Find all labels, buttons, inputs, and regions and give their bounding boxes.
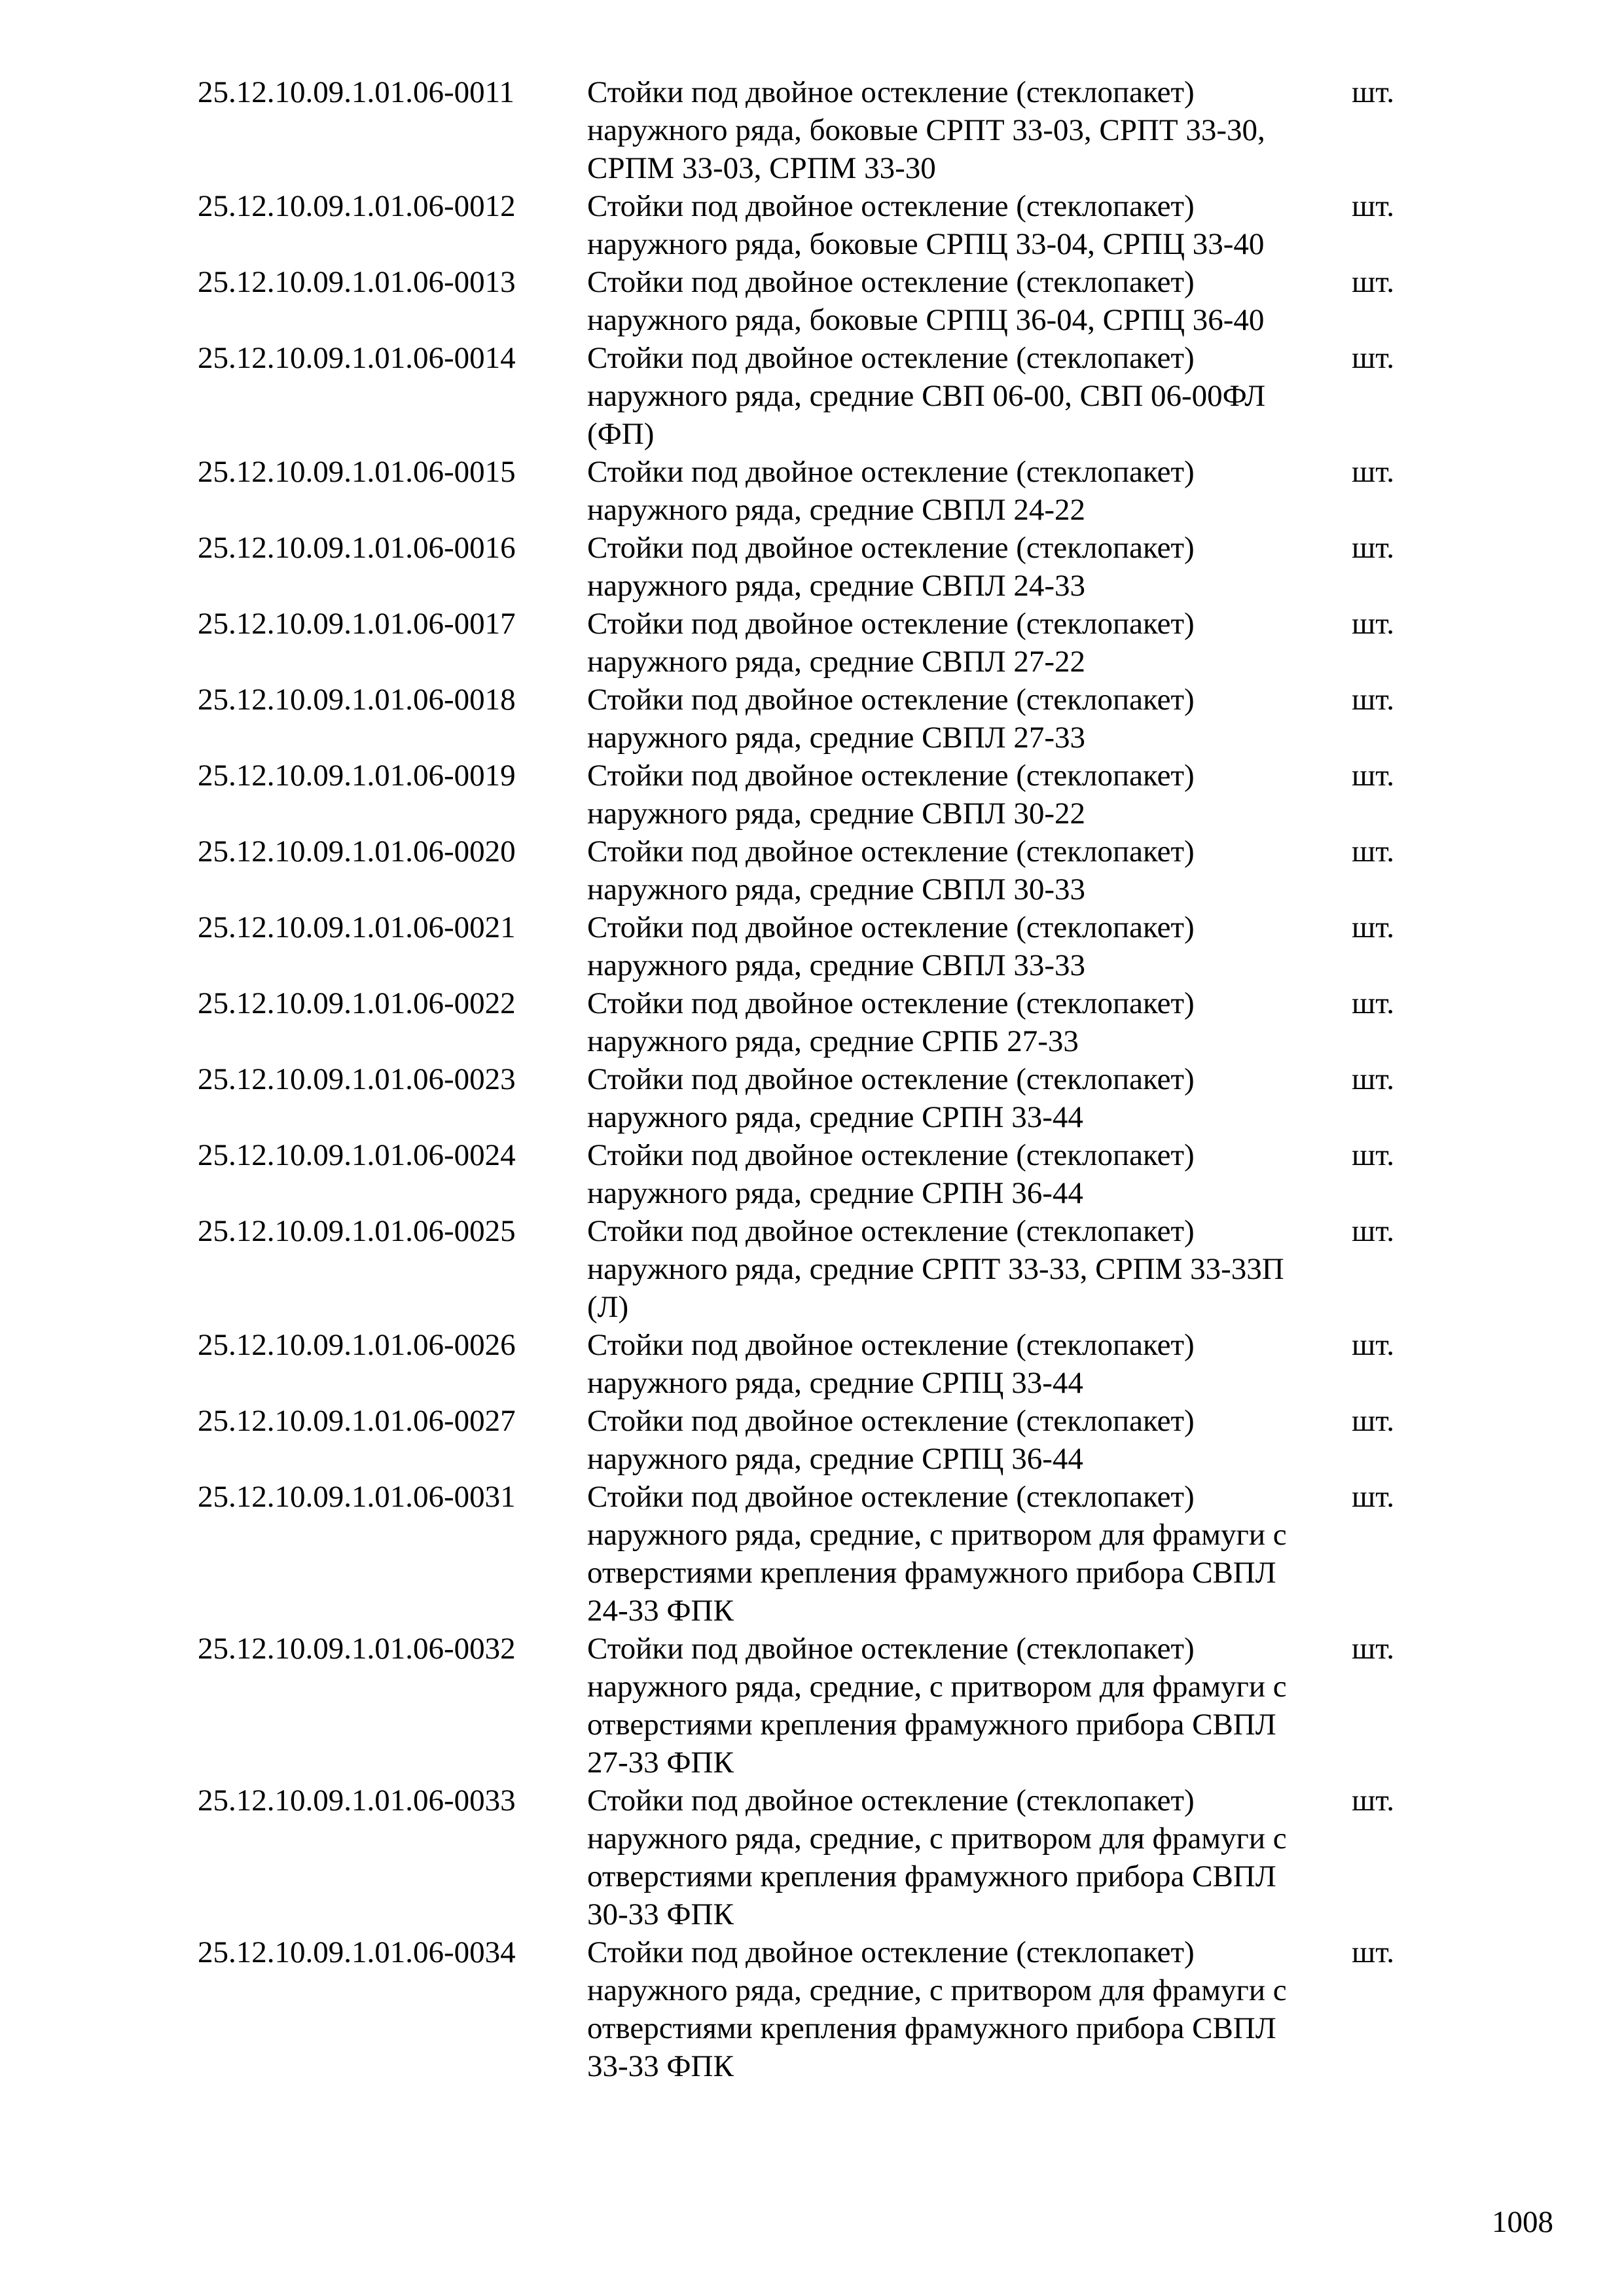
item-description — [587, 73, 1352, 187]
table-row — [198, 453, 1441, 529]
item-unit: шт. — [1352, 910, 1394, 944]
description-line: наружного ряда, средние СРПЦ 36-44 — [587, 1442, 1083, 1476]
item-description — [587, 1402, 1352, 1478]
item-unit: шт. — [1352, 1480, 1394, 1514]
description-line: отверстиями крепления фрамужного прибора СВПЛ — [587, 2011, 1276, 2045]
item-unit: шт. — [1352, 759, 1394, 793]
description-line: отверстиями крепления фрамужного прибора СВПЛ — [587, 1556, 1276, 1590]
item-description — [587, 453, 1352, 529]
item-code: 25.12.10.09.1.01.06-0014 — [198, 341, 516, 375]
item-unit: шт. — [1352, 834, 1394, 869]
description-line: Стойки под двойное остекление (стеклопакет) — [587, 607, 1195, 641]
description-line: наружного ряда, средние СРПН 33-44 — [587, 1100, 1083, 1134]
item-description — [587, 1326, 1352, 1402]
description-line: Стойки под двойное остекление (стеклопакет) — [587, 1632, 1195, 1666]
description-line: наружного ряда, средние СВПЛ 27-22 — [587, 645, 1085, 679]
item-unit: шт. — [1352, 531, 1394, 565]
item-description — [587, 529, 1352, 605]
item-code: 25.12.10.09.1.01.06-0020 — [198, 834, 516, 869]
item-unit: шт. — [1352, 1328, 1394, 1362]
item-unit: шт. — [1352, 986, 1394, 1020]
table-row — [198, 263, 1441, 339]
item-description — [587, 1060, 1352, 1136]
description-line: Стойки под двойное остекление (стеклопакет) — [587, 910, 1195, 944]
table-row — [198, 1136, 1441, 1212]
item-description — [587, 1478, 1352, 1630]
item-unit: шт. — [1352, 1214, 1394, 1248]
description-line: отверстиями крепления фрамужного прибора СВПЛ — [587, 1708, 1276, 1742]
description-line: наружного ряда, боковые СРПТ 33-03, СРПТ 33-30, — [587, 113, 1265, 147]
item-description — [587, 263, 1352, 339]
table-row — [198, 681, 1441, 757]
item-description — [587, 833, 1352, 908]
description-line: (ФП) — [587, 417, 655, 451]
description-line: Стойки под двойное остекление (стеклопакет) — [587, 455, 1195, 489]
item-unit: шт. — [1352, 1404, 1394, 1438]
item-code: 25.12.10.09.1.01.06-0012 — [198, 189, 516, 223]
item-code: 25.12.10.09.1.01.06-0023 — [198, 1062, 516, 1096]
description-line: Стойки под двойное остекление (стеклопакет) — [587, 1328, 1195, 1362]
item-unit: шт. — [1352, 265, 1394, 299]
page-number: 1008 — [1492, 2205, 1553, 2239]
item-unit: шт. — [1352, 683, 1394, 717]
item-unit: шт. — [1352, 1632, 1394, 1666]
description-line: Стойки под двойное остекление (стеклопакет) — [587, 75, 1195, 109]
description-line: Стойки под двойное остекление (стеклопакет) — [587, 1138, 1195, 1172]
item-description — [587, 1212, 1352, 1326]
description-line: Стойки под двойное остекление (стеклопакет) — [587, 759, 1195, 793]
description-line: СРПМ 33-03, СРПМ 33-30 — [587, 151, 936, 185]
description-line: наружного ряда, средние СВПЛ 24-33 — [587, 569, 1085, 603]
description-line: наружного ряда, средние, с притвором для фрамуги с — [587, 1973, 1287, 2007]
description-line: наружного ряда, средние СРПБ 27-33 — [587, 1024, 1079, 1058]
description-line: Стойки под двойное остекление (стеклопакет) — [587, 531, 1195, 565]
description-line: наружного ряда, боковые СРПЦ 36-04, СРПЦ 36-40 — [587, 303, 1265, 337]
description-line: наружного ряда, средние СВПЛ 24-22 — [587, 493, 1085, 527]
table-row — [198, 339, 1441, 453]
description-line: наружного ряда, средние СВПЛ 30-33 — [587, 872, 1085, 906]
description-line: Стойки под двойное остекление (стеклопакет) — [587, 1404, 1195, 1438]
item-code: 25.12.10.09.1.01.06-0019 — [198, 759, 516, 793]
item-code: 25.12.10.09.1.01.06-0015 — [198, 455, 516, 489]
description-line: Стойки под двойное остекление (стеклопакет) — [587, 1784, 1195, 1818]
item-description — [587, 187, 1352, 263]
item-code: 25.12.10.09.1.01.06-0025 — [198, 1214, 516, 1248]
description-line: наружного ряда, средние СРПТ 33-33, СРПМ 33-33П — [587, 1252, 1284, 1286]
table-row — [198, 1060, 1441, 1136]
description-line: наружного ряда, средние СРПН 36-44 — [587, 1176, 1083, 1210]
description-line: наружного ряда, средние, с притвором для фрамуги с — [587, 1518, 1287, 1552]
description-line: Стойки под двойное остекление (стеклопакет) — [587, 1214, 1195, 1248]
table-row — [198, 757, 1441, 833]
table-row — [198, 73, 1441, 187]
item-code: 25.12.10.09.1.01.06-0034 — [198, 1935, 516, 1969]
description-line: Стойки под двойное остекление (стеклопакет) — [587, 986, 1195, 1020]
item-description — [587, 1630, 1352, 1782]
description-line: Стойки под двойное остекление (стеклопакет) — [587, 265, 1195, 299]
item-unit: шт. — [1352, 75, 1394, 109]
description-line: Стойки под двойное остекление (стеклопакет) — [587, 834, 1195, 869]
table-row — [198, 187, 1441, 263]
item-description — [587, 339, 1352, 453]
item-description — [587, 984, 1352, 1060]
table-row — [198, 1326, 1441, 1402]
table-row — [198, 1478, 1441, 1630]
table-row — [198, 1782, 1441, 1933]
description-line: Стойки под двойное остекление (стеклопакет) — [587, 1935, 1195, 1969]
description-line: (Л) — [587, 1290, 629, 1324]
item-code: 25.12.10.09.1.01.06-0018 — [198, 683, 516, 717]
item-unit: шт. — [1352, 189, 1394, 223]
description-line: наружного ряда, средние СВПЛ 30-22 — [587, 797, 1085, 831]
item-unit: шт. — [1352, 1062, 1394, 1096]
item-unit: шт. — [1352, 1138, 1394, 1172]
table-row — [198, 529, 1441, 605]
item-code: 25.12.10.09.1.01.06-0027 — [198, 1404, 516, 1438]
table-row — [198, 908, 1441, 984]
table-row — [198, 984, 1441, 1060]
item-description — [587, 605, 1352, 681]
description-line: Стойки под двойное остекление (стеклопакет) — [587, 189, 1195, 223]
item-description — [587, 757, 1352, 833]
item-code: 25.12.10.09.1.01.06-0031 — [198, 1480, 516, 1514]
table-row — [198, 1402, 1441, 1478]
description-line: наружного ряда, средние СВПЛ 33-33 — [587, 948, 1085, 982]
price-list-table — [198, 73, 1441, 2085]
item-description — [587, 1136, 1352, 1212]
item-code: 25.12.10.09.1.01.06-0013 — [198, 265, 516, 299]
item-code: 25.12.10.09.1.01.06-0024 — [198, 1138, 516, 1172]
description-line: 27-33 ФПК — [587, 1746, 734, 1780]
item-code: 25.12.10.09.1.01.06-0011 — [198, 75, 514, 109]
item-description — [587, 681, 1352, 757]
item-unit: шт. — [1352, 341, 1394, 375]
description-line: Стойки под двойное остекление (стеклопакет) — [587, 1062, 1195, 1096]
item-code: 25.12.10.09.1.01.06-0017 — [198, 607, 516, 641]
item-unit: шт. — [1352, 1784, 1394, 1818]
description-line: наружного ряда, средние, с притвором для фрамуги с — [587, 1670, 1287, 1704]
description-line: наружного ряда, боковые СРПЦ 33-04, СРПЦ 33-40 — [587, 227, 1265, 261]
item-unit: шт. — [1352, 455, 1394, 489]
description-line: 30-33 ФПК — [587, 1897, 734, 1931]
description-line: 33-33 ФПК — [587, 2049, 734, 2083]
item-code: 25.12.10.09.1.01.06-0016 — [198, 531, 516, 565]
item-code: 25.12.10.09.1.01.06-0022 — [198, 986, 516, 1020]
description-line: наружного ряда, средние, с притвором для фрамуги с — [587, 1821, 1287, 1856]
item-code: 25.12.10.09.1.01.06-0033 — [198, 1784, 516, 1818]
description-line: наружного ряда, средние СВПЛ 27-33 — [587, 721, 1085, 755]
item-description — [587, 1782, 1352, 1933]
item-code: 25.12.10.09.1.01.06-0026 — [198, 1328, 516, 1362]
item-code: 25.12.10.09.1.01.06-0032 — [198, 1632, 516, 1666]
table-row — [198, 1933, 1441, 2085]
item-description — [587, 908, 1352, 984]
description-line: Стойки под двойное остекление (стеклопакет) — [587, 683, 1195, 717]
item-code: 25.12.10.09.1.01.06-0021 — [198, 910, 516, 944]
table-row — [198, 1630, 1441, 1782]
description-line: отверстиями крепления фрамужного прибора СВПЛ — [587, 1859, 1276, 1893]
item-description — [587, 1933, 1352, 2085]
table-row — [198, 833, 1441, 908]
description-line: Стойки под двойное остекление (стеклопакет) — [587, 1480, 1195, 1514]
description-line: 24-33 ФПК — [587, 1594, 734, 1628]
description-line: Стойки под двойное остекление (стеклопакет) — [587, 341, 1195, 375]
table-row — [198, 1212, 1441, 1326]
description-line: наружного ряда, средние СВП 06-00, СВП 06-00ФЛ — [587, 379, 1266, 413]
description-line: наружного ряда, средние СРПЦ 33-44 — [587, 1366, 1083, 1400]
item-unit: шт. — [1352, 607, 1394, 641]
table-row — [198, 605, 1441, 681]
item-unit: шт. — [1352, 1935, 1394, 1969]
